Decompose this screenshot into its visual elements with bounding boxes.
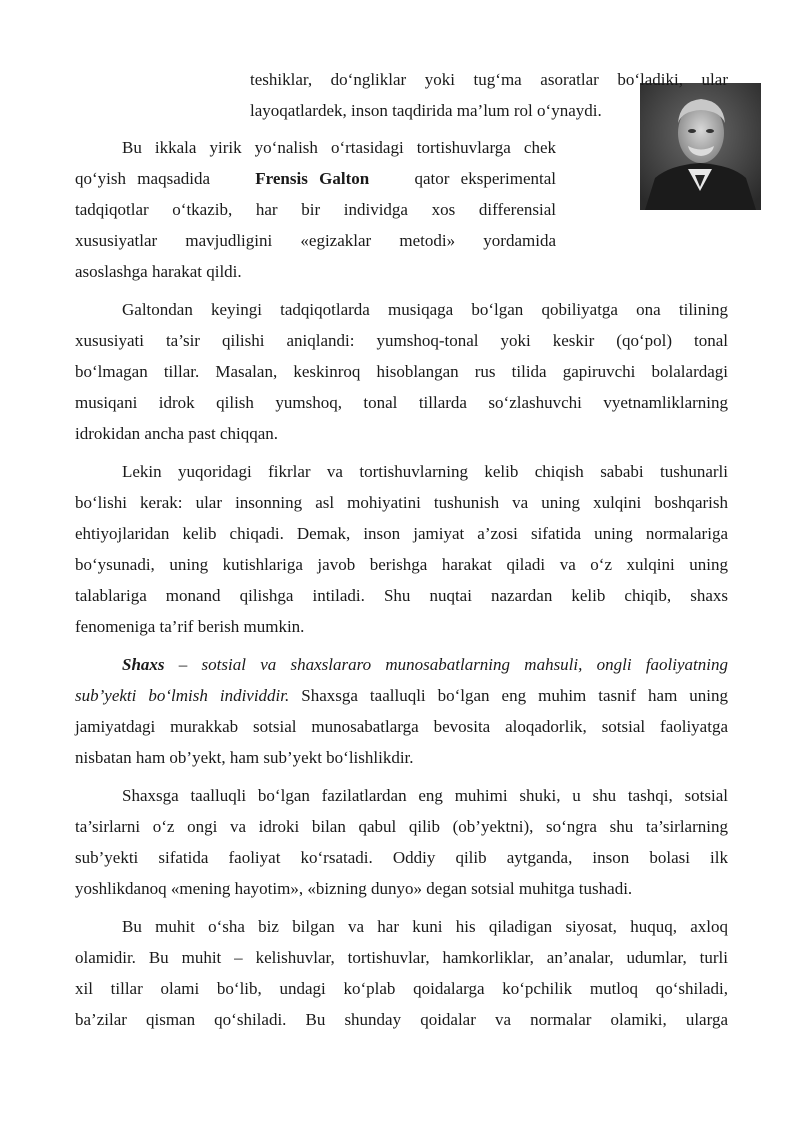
- portrait-illustration: [640, 83, 761, 210]
- text-line-18: fenomeniga ta’rif berish mumkin.: [75, 617, 305, 636]
- text-line-11: musiqani idrok qilish yumshoq, tonal tillarda so‘zlashuvchi vyetnamliklarning: [75, 393, 728, 412]
- text-line-5: tadqiqotlar o‘tkazib, har bir individga xos differensial: [75, 200, 556, 219]
- text-line-7: asoslashga harakat qildi.: [75, 262, 242, 281]
- definition-text: – sotsial va shaxslararo munosabatlarning mahsuli, ongli faoliyatning: [164, 655, 728, 674]
- text-line-3: Bu ikkala yirik yo‘nalish o‘rtasidagi tortishuvlarga chek: [122, 138, 556, 157]
- text-span: qo‘yish maqsadida: [75, 169, 211, 188]
- text-line-12: idrokidan ancha past chiqqan.: [75, 424, 278, 443]
- text-line-8: Galtondan keyingi tadqiqotlarda musiqaga bo‘lgan qobiliyatga ona tilining: [122, 300, 728, 319]
- text-line-22: nisbatan ham ob’yekt, ham sub’yekt bo‘lishlikdir.: [75, 748, 414, 767]
- text-line-14: bo‘lishi kerak: ular insonning asl mohiyatini tushunish va uning xulqini boshqarish: [75, 493, 728, 512]
- text-line-28: olamidir. Bu muhit – kelishuvlar, tortishuvlar, hamkorliklar, an’analar, udumlar, turli: [75, 948, 728, 967]
- person-name: Frensis Galton: [255, 169, 370, 188]
- text-line-25: sub’yekti sifatida faoliyat ko‘rsatadi. Oddiy qilib aytganda, inson bolasi ilk: [75, 848, 728, 867]
- text-line-2: layoqatlardek, inson taqdirida ma’lum rol o‘ynaydi.: [250, 101, 602, 120]
- text-line-20: [75, 686, 728, 706]
- text-line-30: ba’zilar qisman qo‘shiladi. Bu shunday qoidalar va normalar olamiki, ularga: [75, 1010, 728, 1029]
- text-line-4: [75, 169, 556, 189]
- text-line-13: Lekin yuqoridagi fikrlar va tortishuvlarning kelib chiqish sababi tushunarli: [122, 462, 728, 481]
- text-span: qator eksperimental: [414, 169, 557, 188]
- text-span: Shaxsga taalluqli bo‘lgan eng muhim tasnif ham uning: [289, 686, 729, 705]
- portrait-photo: [640, 83, 761, 210]
- text-line-21: jamiyatdagi murakkab sotsial munosabatlarga bevosita aloqadorlik, sotsial faoliyatga: [75, 717, 728, 736]
- definition-text: sub’yekti bo‘lmish individdir.: [75, 686, 290, 705]
- term-shaxs: Shaxs: [122, 655, 165, 674]
- text-line-15: ehtiyojlaridan kelib chiqadi. Demak, inson jamiyat a’zosi sifatida uning normalariga: [75, 524, 728, 543]
- text-line-17: talablariga monand qilishga intiladi. Shu nuqtai nazardan kelib chiqib, shaxs: [75, 586, 728, 605]
- text-line-27: Bu muhit o‘sha biz bilgan va har kuni his qiladigan siyosat, huquq, axloq: [122, 917, 728, 936]
- text-line-9: xususiyati ta’sir qilishi aniqlandi: yumshoq-tonal yoki keskir (qo‘pol) tonal: [75, 331, 728, 350]
- text-line-16: bo‘ysunadi, uning kutishlariga javob berishga harakat qiladi va o‘z xulqini uning: [75, 555, 728, 574]
- text-line-1: teshiklar, do‘ngliklar yoki tug‘ma asoratlar bo‘ladiki, ular: [250, 70, 728, 89]
- text-line-6: xususiyatlar mavjudligini «egizaklar metodi» yordamida: [75, 231, 556, 250]
- text-line-29: xil tillar olami bo‘lib, undagi ko‘plab qoidalarga ko‘pchilik mutloq qo‘shiladi,: [75, 979, 728, 998]
- text-line-10: bo‘lmagan tillar. Masalan, keskinroq hisoblangan rus tilida gapiruvchi bolalardagi: [75, 362, 728, 381]
- text-line-24: ta’sirlarni o‘z ongi va idroki bilan qabul qilib (ob’yektni), so‘ngra shu ta’sirlarning: [75, 817, 728, 836]
- text-line-26: yoshlikdanoq «mening hayotim», «bizning dunyo» degan sotsial muhitga tushadi.: [75, 879, 633, 898]
- text-line-19: [122, 655, 728, 675]
- text-line-23: Shaxsga taalluqli bo‘lgan fazilatlardan eng muhimi shuki, u shu tashqi, sotsial: [122, 786, 728, 805]
